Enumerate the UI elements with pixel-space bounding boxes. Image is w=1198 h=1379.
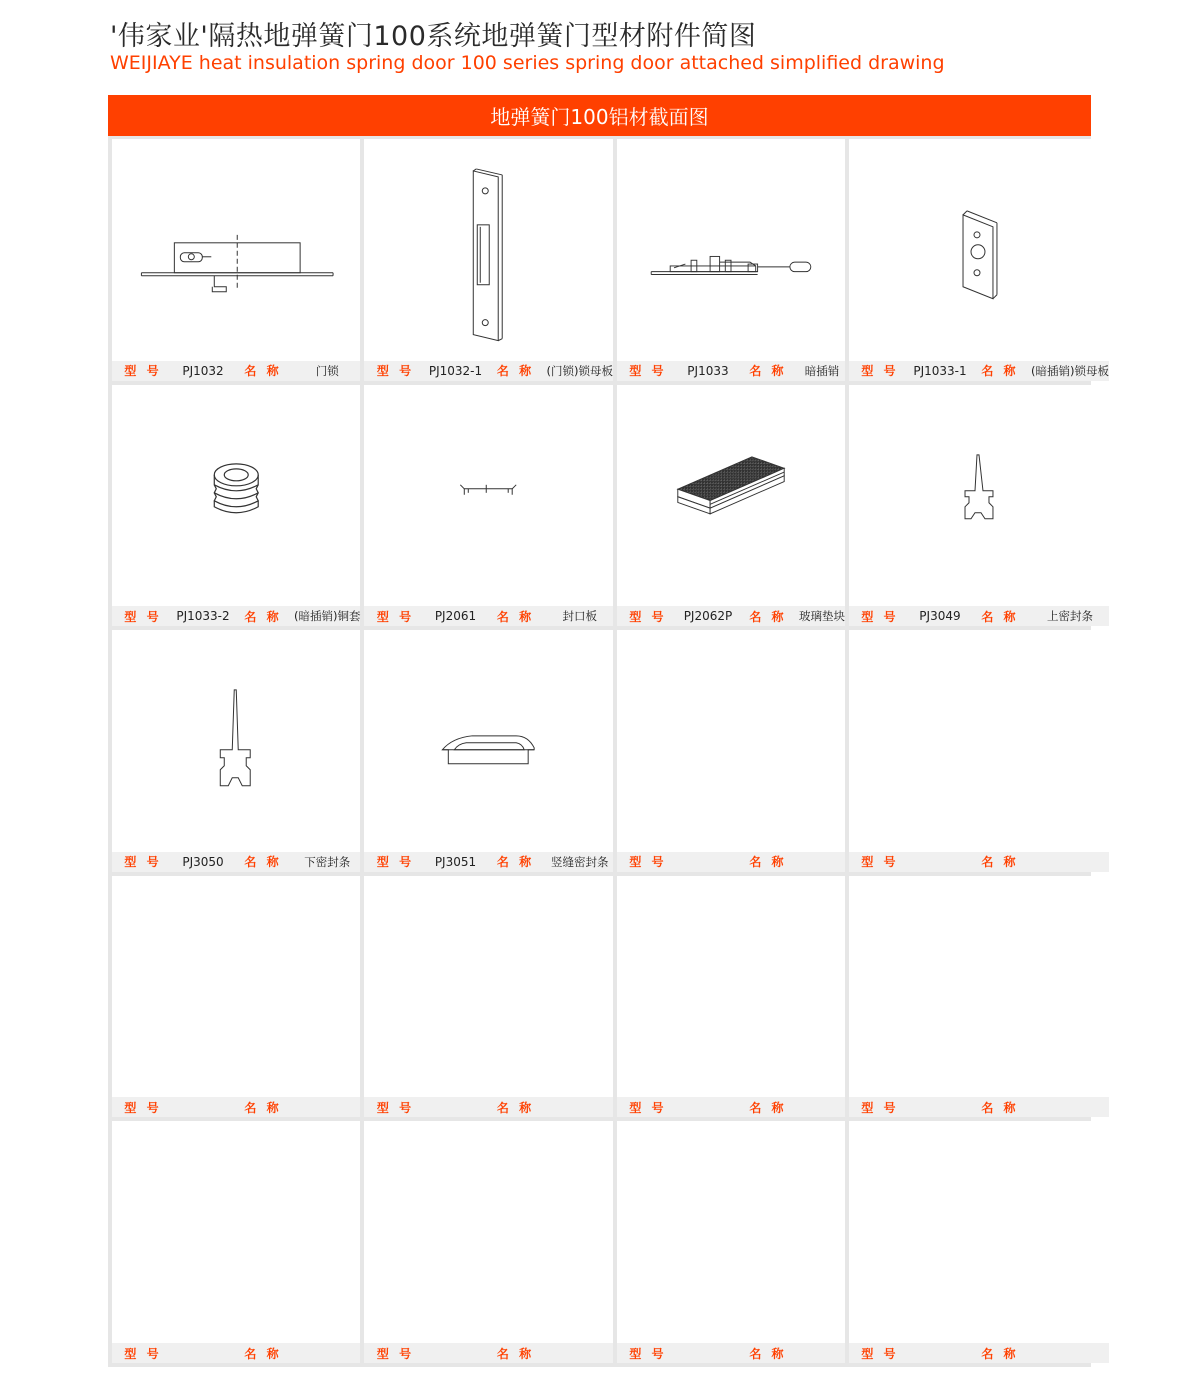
model-label: 型 号 <box>376 1100 415 1115</box>
part-drawing-empty <box>112 1121 360 1343</box>
name-label: 名 称 <box>981 364 1019 379</box>
name-label: 名 称 <box>496 1346 535 1361</box>
model-value: PJ1033 <box>687 363 729 378</box>
part-drawing-vertical-seal-strip <box>364 630 612 852</box>
section-banner: 地弹簧门100铝材截面图 <box>108 95 1091 136</box>
parts-grid <box>108 136 1109 1367</box>
model-label: 型 号 <box>124 1100 162 1115</box>
part-cell <box>617 139 845 381</box>
part-drawing-bottom-seal-strip <box>112 630 360 852</box>
part-cell <box>364 385 612 627</box>
name-label: 名 称 <box>496 609 535 624</box>
name-label: 名 称 <box>244 855 282 870</box>
name-value: 门锁 <box>315 363 339 378</box>
part-drawing-empty <box>112 876 360 1098</box>
part-drawing-empty <box>617 876 845 1098</box>
part-drawing-lock-strike-plate <box>364 139 612 361</box>
part-label-bar <box>112 1343 360 1363</box>
part-label-bar <box>849 361 1109 381</box>
part-drawing-sealing-plate <box>364 385 612 607</box>
part-label-bar <box>364 852 612 872</box>
model-label: 型 号 <box>376 855 415 870</box>
model-label: 型 号 <box>861 364 899 379</box>
part-label-bar <box>364 606 612 626</box>
part-label-bar <box>617 361 845 381</box>
part-label-bar <box>617 852 845 872</box>
part-label-bar <box>112 852 360 872</box>
name-value: (暗插销)锁母板 <box>1030 363 1109 378</box>
model-label: 型 号 <box>629 1346 667 1361</box>
name-value: 封口板 <box>562 609 597 624</box>
part-drawing-empty <box>617 1121 845 1343</box>
model-label: 型 号 <box>861 1346 899 1361</box>
part-drawing-door-lock <box>112 139 360 361</box>
part-label-bar <box>849 1343 1109 1363</box>
model-value: PJ1032-1 <box>428 363 483 378</box>
part-drawing-concealed-bolt <box>617 139 845 361</box>
part-cell <box>849 385 1109 627</box>
part-cell <box>364 876 612 1118</box>
model-label: 型 号 <box>861 855 899 870</box>
name-label: 名 称 <box>496 364 535 379</box>
part-cell <box>617 1121 845 1363</box>
model-value: PJ3049 <box>919 609 961 624</box>
name-label: 名 称 <box>749 1100 787 1115</box>
part-label-bar <box>112 606 360 626</box>
part-drawing-empty <box>849 876 1109 1098</box>
name-label: 名 称 <box>749 855 787 870</box>
part-cell <box>849 1121 1109 1363</box>
part-label-bar <box>849 1097 1109 1117</box>
part-label-bar <box>112 1097 360 1117</box>
part-label-bar <box>849 852 1109 872</box>
model-label: 型 号 <box>376 364 415 379</box>
part-drawing-glass-setting-block <box>617 385 845 607</box>
model-label: 型 号 <box>629 855 667 870</box>
model-value: PJ2062P <box>683 609 733 624</box>
name-value: 暗插销 <box>804 363 840 378</box>
part-drawing-copper-bushing <box>112 385 360 607</box>
model-label: 型 号 <box>861 609 899 624</box>
name-value: 竖缝密封条 <box>550 854 609 869</box>
model-label: 型 号 <box>861 1100 899 1115</box>
name-label: 名 称 <box>749 609 787 624</box>
part-cell <box>364 139 612 381</box>
model-value: PJ1033-2 <box>176 609 230 624</box>
part-label-bar <box>112 361 360 381</box>
model-label: 型 号 <box>376 1346 415 1361</box>
part-cell <box>849 139 1109 381</box>
part-cell <box>617 876 845 1118</box>
part-cell <box>364 1121 612 1363</box>
model-value: PJ1032 <box>182 363 224 378</box>
part-cell <box>617 630 845 872</box>
name-value: 上密封条 <box>1046 609 1093 624</box>
name-label: 名 称 <box>981 1346 1019 1361</box>
part-label-bar <box>364 361 612 381</box>
model-label: 型 号 <box>629 364 667 379</box>
part-drawing-empty <box>364 876 612 1098</box>
name-label: 名 称 <box>981 609 1019 624</box>
model-label: 型 号 <box>629 1100 667 1115</box>
name-value: (暗插销)铜套 <box>294 609 361 624</box>
name-label: 名 称 <box>749 364 787 379</box>
part-drawing-bolt-strike-plate <box>849 139 1109 361</box>
part-cell <box>112 139 360 381</box>
model-label: 型 号 <box>124 855 162 870</box>
name-value: 玻璃垫块 <box>798 609 845 624</box>
part-drawing-empty <box>849 1121 1109 1343</box>
model-value: PJ1033-1 <box>913 363 967 378</box>
name-label: 名 称 <box>244 364 282 379</box>
model-label: 型 号 <box>124 364 162 379</box>
part-label-bar <box>617 606 845 626</box>
part-label-bar <box>364 1097 612 1117</box>
part-cell <box>112 630 360 872</box>
part-cell <box>112 876 360 1118</box>
model-value: PJ2061 <box>434 609 477 624</box>
name-label: 名 称 <box>749 1346 787 1361</box>
name-label: 名 称 <box>244 1100 282 1115</box>
page-subtitle: WEIJIAYE heat insulation spring door 100 series spring door attached simplified drawing <box>110 52 945 74</box>
name-label: 名 称 <box>981 1100 1019 1115</box>
model-value: PJ3051 <box>434 854 477 869</box>
part-label-bar <box>849 606 1109 626</box>
name-value: 下密封条 <box>304 854 351 869</box>
part-cell <box>849 630 1109 872</box>
part-label-bar <box>617 1097 845 1117</box>
model-label: 型 号 <box>124 1346 162 1361</box>
name-value: (门锁)锁母板 <box>546 363 613 378</box>
part-cell <box>112 385 360 627</box>
model-label: 型 号 <box>629 609 667 624</box>
part-label-bar <box>364 1343 612 1363</box>
model-label: 型 号 <box>124 609 162 624</box>
name-label: 名 称 <box>496 855 535 870</box>
part-label-bar <box>617 1343 845 1363</box>
part-drawing-top-seal-strip <box>849 385 1109 607</box>
part-cell <box>617 385 845 627</box>
part-cell <box>112 1121 360 1363</box>
name-label: 名 称 <box>496 1100 535 1115</box>
name-label: 名 称 <box>244 1346 282 1361</box>
page-title: '伟家业'隔热地弹簧门100系统地弹簧门型材附件简图 <box>110 21 757 52</box>
part-cell <box>849 876 1109 1118</box>
name-label: 名 称 <box>981 855 1019 870</box>
name-label: 名 称 <box>244 609 282 624</box>
part-drawing-empty <box>849 630 1109 852</box>
model-label: 型 号 <box>376 609 415 624</box>
model-value: PJ3050 <box>182 854 224 869</box>
part-cell <box>364 630 612 872</box>
part-drawing-empty <box>364 1121 612 1343</box>
part-drawing-empty <box>617 630 845 852</box>
